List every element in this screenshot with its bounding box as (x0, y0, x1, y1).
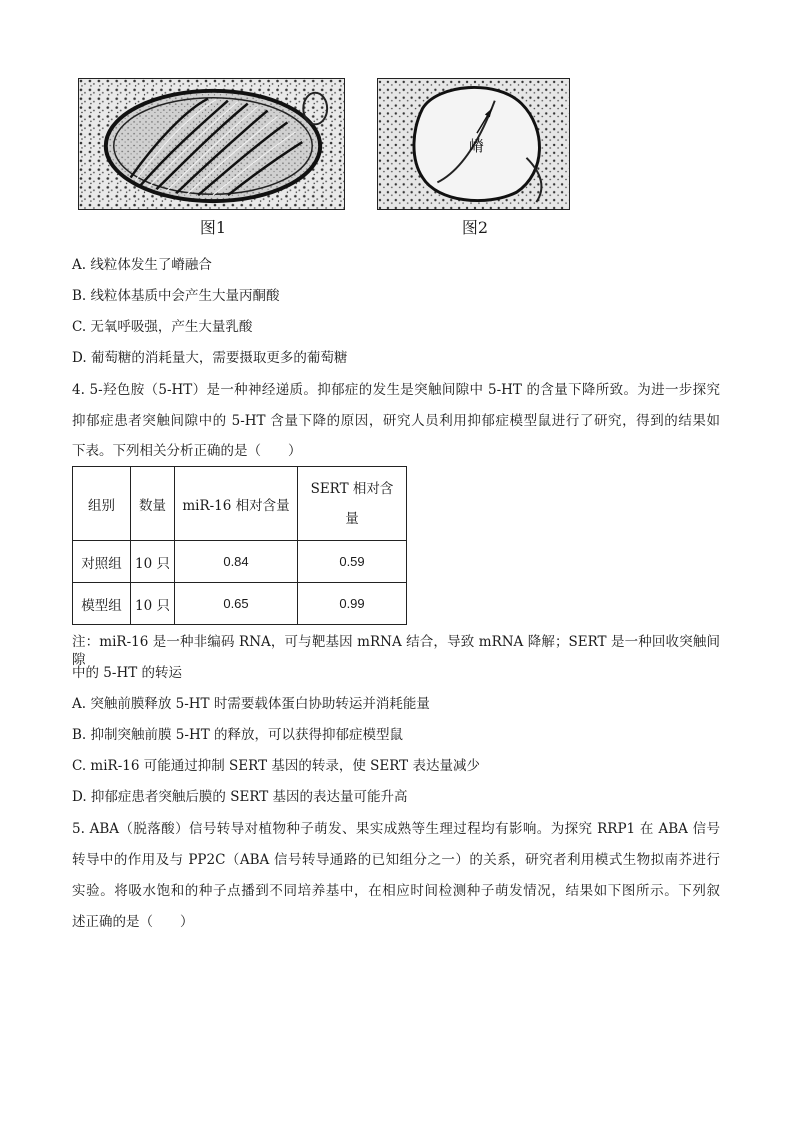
figure-2-caption: 图2 (461, 218, 489, 237)
q5-stem-line-1: 5. ABA（脱落酸）信号转导对植物种子萌发、果实成熟等生理过程均有影响。为探究 RRP1 在 ABA 信号 (72, 821, 720, 837)
q4-stem-line-3: 下表。下列相关分析正确的是（ ） (72, 443, 302, 459)
cell-count: 10 只 (131, 583, 175, 625)
header-sert-line-1: SERT 相对含 (310, 480, 394, 497)
header-group: 组别 (73, 467, 131, 541)
header-count: 数量 (131, 467, 175, 541)
q4-stem-line-2: 抑郁症患者突触间隙中的 5-HT 含量下降的原因，研究人员利用抑郁症模型鼠进行了研究，得到的结果如 (72, 413, 720, 429)
q3-option-c: C. 无氧呼吸强，产生大量乳酸 (72, 319, 253, 335)
q5-stem-line-3: 实验。将吸水饱和的种子点播到不同培养基中，在相应时间检测种子萌发情况，结果如下图所示。下列叙 (72, 883, 720, 899)
cell-group: 模型组 (73, 583, 131, 625)
q4-note-line-1: 注：miR-16 是一种非编码 RNA，可与靶基因 mRNA 结合，导致 mRNA 降解；SERT 是一种回收突触间隙 (72, 634, 720, 668)
mitochondrion-image-2 (378, 79, 569, 209)
cell-sert: 0.99 (298, 583, 407, 625)
cell-mir16: 0.84 (175, 541, 298, 583)
q5-stem-line-2: 转导中的作用及与 PP2C（ABA 信号转导通路的已知组分之一）的关系，研究者利用模式生物拟南芥进行 (72, 852, 720, 868)
q4-option-b: B. 抑制突触前膜 5-HT 的释放，可以获得抑郁症模型鼠 (72, 727, 404, 743)
mitochondrion-image-1 (79, 79, 344, 209)
q4-option-c: C. miR-16 可能通过抑制 SERT 基因的转录，使 SERT 表达量减少 (72, 758, 480, 774)
figure-1-caption: 图1 (199, 218, 227, 237)
header-sert-line-2: 量 (345, 510, 359, 527)
q4-data-table (72, 466, 407, 625)
cell-count: 10 只 (131, 541, 175, 583)
table-row (73, 583, 407, 625)
header-mir16: miR-16 相对含量 (175, 467, 298, 541)
q4-option-a: A. 突触前膜释放 5-HT 时需要载体蛋白协助转运并消耗能量 (72, 696, 430, 712)
cell-sert: 0.59 (298, 541, 407, 583)
q3-option-a: A. 线粒体发生了嵴融合 (72, 257, 212, 273)
figure-1-micrograph (78, 78, 345, 210)
q5-stem-line-4: 述正确的是（ ） (72, 914, 194, 930)
cell-mir16: 0.65 (175, 583, 298, 625)
table-header-row (73, 467, 407, 541)
cell-group: 对照组 (73, 541, 131, 583)
figure-2-micrograph (377, 78, 570, 210)
table-row (73, 541, 407, 583)
q4-stem-line-1: 4. 5-羟色胺（5-HT）是一种神经递质。抑郁症的发生是突触间隙中 5-HT 的含量下降所致。为进一步探究 (72, 382, 720, 398)
crista-label: 嵴 (469, 137, 484, 155)
q4-note-line-2: 中的 5-HT 的转运 (72, 665, 183, 681)
q3-option-d: D. 葡萄糖的消耗量大，需要摄取更多的葡萄糖 (72, 350, 348, 366)
q4-option-d: D. 抑郁症患者突触后膜的 SERT 基因的表达量可能升高 (72, 789, 408, 805)
header-sert (298, 467, 407, 541)
q3-option-b: B. 线粒体基质中会产生大量丙酮酸 (72, 288, 280, 304)
